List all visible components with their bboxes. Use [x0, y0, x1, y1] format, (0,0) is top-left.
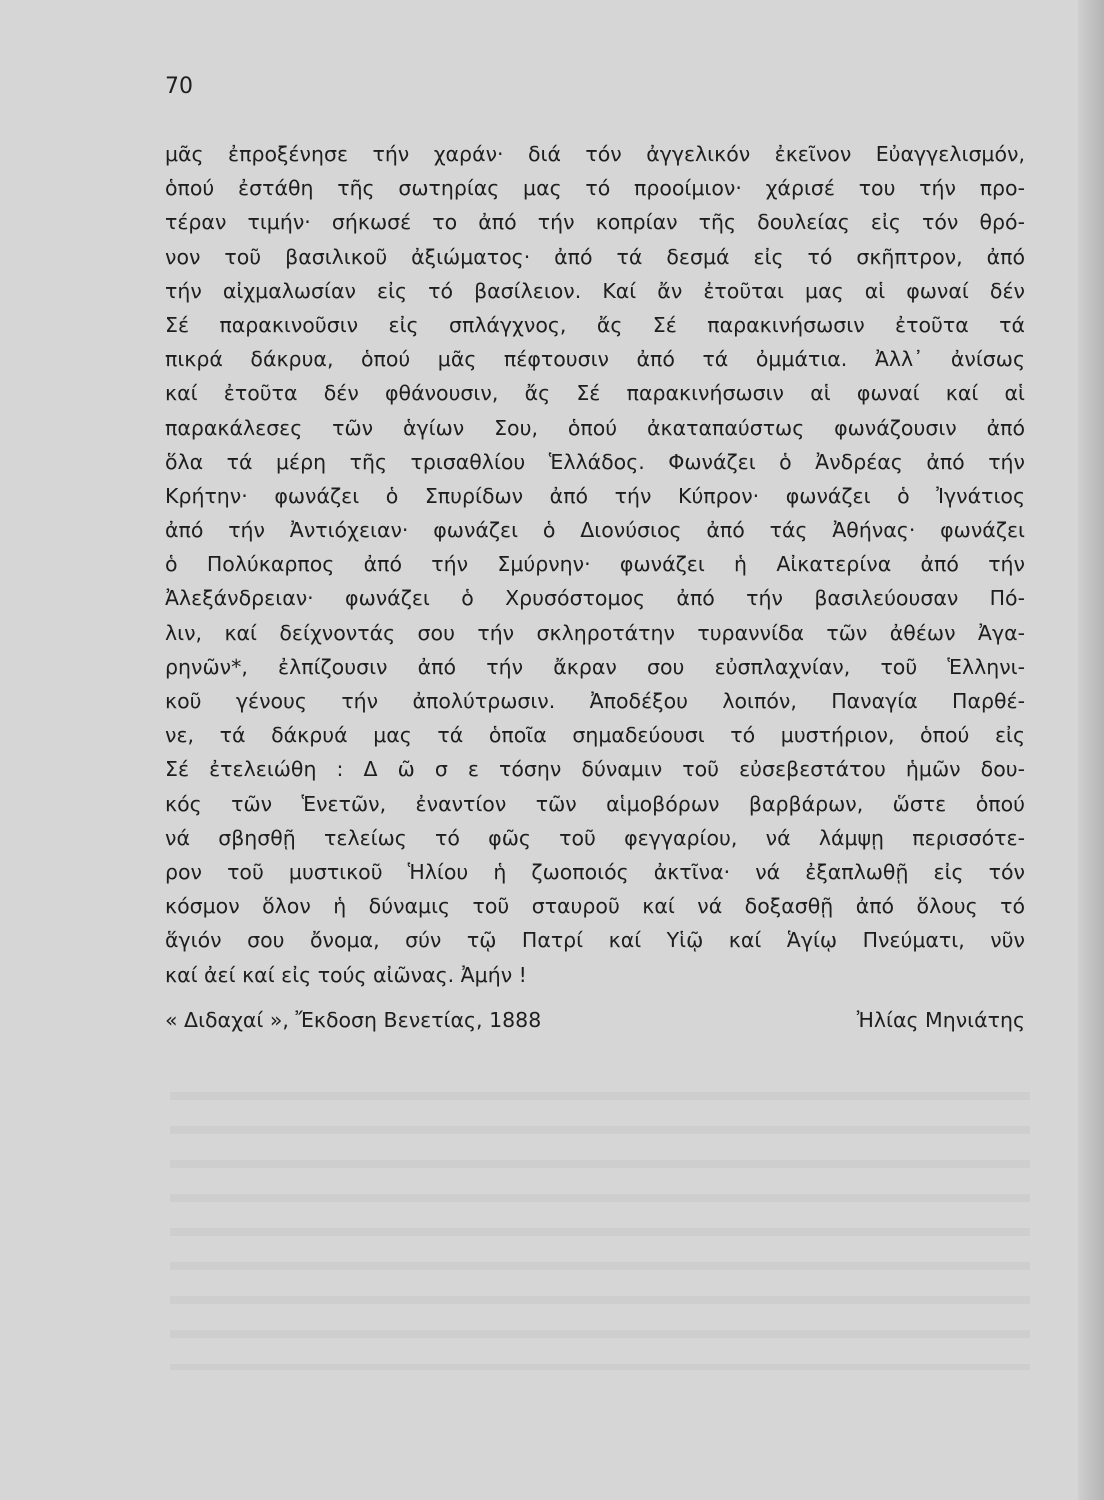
text-line: κοῦ γένους τήν ἀπολύτρωσιν. Ἀποδέξου λοιπόν, Παναγία Παρθέ-: [165, 689, 1025, 713]
page-edge-shadow: [1078, 0, 1104, 1500]
text-line: ὁ Πολύκαρπος ἀπό τήν Σμύρνην· φωνάζει ἡ Αἰκατερίνα ἀπό τήν: [165, 552, 1025, 577]
text-line: τήν αἰχμαλωσίαν εἰς τό βασίλειον. Καί ἄν ἐτοῦται μας αἱ φωναί δέν: [165, 278, 1025, 303]
text-line: παρακάλεσες τῶν ἁγίων Σου, ὁπού ἀκαταπαύστως φωνάζουσιν ἀπό: [165, 415, 1025, 440]
text-line: ὅλα τά μέρη τῆς τρισαθλίου Ἑλλάδος. Φωνάζει ὁ Ἀνδρέας ἀπό τήν: [165, 449, 1025, 474]
bleed-through-text: [170, 1070, 1030, 1370]
text-line: κόσμον ὅλον ἡ δύναμις τοῦ σταυροῦ καί νά δοξασθῇ ἀπό ὅλους τό: [165, 894, 1025, 919]
text-line: Κρήτην· φωνάζει ὁ Σπυρίδων ἀπό τήν Κύπρον· φωνάζει ὁ Ἰγνάτιος: [165, 483, 1025, 508]
text-line: νά σβησθῇ τελείως τό φῶς τοῦ φεγγαρίου, νά λάμψῃ περισσότε-: [165, 825, 1025, 850]
source-citation: « Διδαχαί », Ἔκδοση Βενετίας, 1888: [165, 1008, 542, 1032]
text-line: Σέ ἐτελειώθη : Δ ῶ σ ε τόσην δύναμιν τοῦ εὐσεβεστάτου ἡμῶν δου-: [165, 757, 1025, 782]
text-line: καί ἐτοῦτα δέν φθάνουσιν, ἄς Σέ παρακινήσωσιν αἱ φωναί καί αἱ: [165, 381, 1025, 406]
text-line: ρηνῶν*, ἐλπίζουσιν ἀπό τήν ἄκραν σου εὐσπλαχνίαν, τοῦ Ἑλληνι-: [165, 654, 1025, 679]
author-name: Ἠλίας Μηνιάτης: [856, 1008, 1025, 1032]
text-line: ἀπό τήν Ἀντιόχειαν· φωνάζει ὁ Διονύσιος ἀπό τάς Ἀθήνας· φωνάζει: [165, 518, 1025, 543]
body-text: [165, 137, 1025, 992]
text-line: νον τοῦ βασιλικοῦ ἀξιώματος· ἀπό τά δεσμά εἰς τό σκῆπτρον, ἀπό: [165, 244, 1025, 269]
text-line: κός τῶν Ἑνετῶν, ἐναντίον τῶν αἱμοβόρων βαρβάρων, ὥστε ὁπού: [165, 791, 1025, 816]
text-line: ἅγιόν σου ὄνομα, σύν τῷ Πατρί καί Υἱῷ καί Ἁγίῳ Πνεύματι, νῦν: [165, 928, 1025, 953]
text-line: νε, τά δάκρυά μας τά ὁποῖα σημαδεύουσι τό μυστήριον, ὁπού εἰς: [165, 723, 1025, 748]
text-line: καί ἀεί καί εἰς τούς αἰῶνας. Ἀμήν !: [165, 962, 527, 987]
text-line: ὁπού ἐστάθη τῆς σωτηρίας μας τό προοίμιον· χάρισέ του τήν προ-: [165, 176, 1025, 201]
text-line: τέραν τιμήν· σήκωσέ το ἀπό τήν κοπρίαν τῆς δουλείας εἰς τόν θρό-: [165, 210, 1025, 235]
text-line: Σέ παρακινοῦσιν εἰς σπλάγχνος, ἄς Σέ παρακινήσωσιν ἐτοῦτα τά: [165, 312, 1025, 337]
text-line: Ἀλεξάνδρειαν· φωνάζει ὁ Χρυσόστομος ἀπό τήν βασιλεύουσαν Πό-: [165, 586, 1025, 611]
text-line: πικρά δάκρυα, ὁπού μᾶς πέφτουσιν ἀπό τά ὀμμάτια. Ἀλλ᾽ ἀνίσως: [165, 347, 1025, 372]
page-number: 70: [165, 74, 193, 99]
text-line: μᾶς ἐπροξένησε τήν χαράν· διά τόν ἀγγελικόν ἐκεῖνον Εὐαγγελισμόν,: [165, 142, 1025, 166]
text-line: ρον τοῦ μυστικοῦ Ἡλίου ἡ ζωοποιός ἀκτῖνα· νά ἐξαπλωθῇ εἰς τόν: [165, 859, 1025, 884]
citation-footer: [165, 1008, 1025, 1032]
text-line: λιν, καί δείχνοντάς σου τήν σκληροτάτην τυραννίδα τῶν ἀθέων Ἀγα-: [165, 620, 1025, 645]
